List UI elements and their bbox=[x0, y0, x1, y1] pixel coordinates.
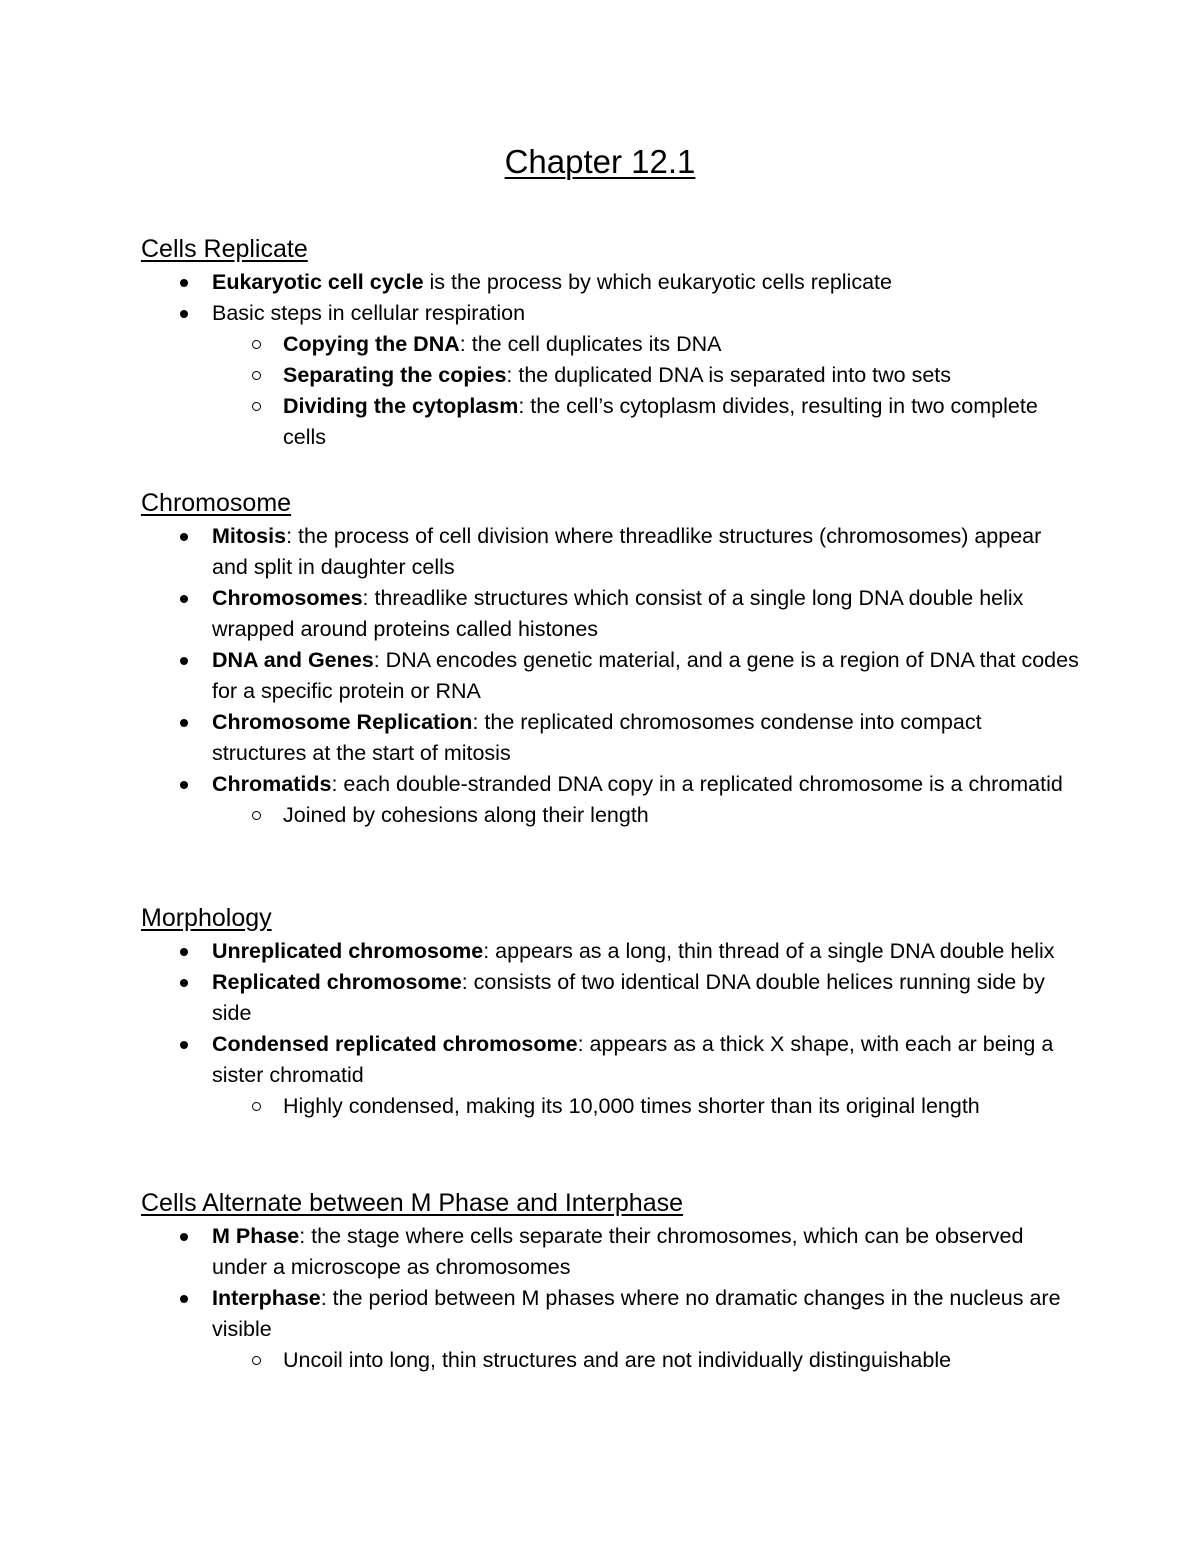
definition: : the duplicated DNA is separated into two sets bbox=[506, 363, 952, 387]
bullet-icon bbox=[180, 533, 188, 541]
list-item bbox=[141, 1283, 1081, 1345]
bullet-list bbox=[141, 936, 1081, 1122]
term: Replicated chromosome bbox=[212, 970, 462, 994]
bullet-list bbox=[141, 267, 1081, 453]
definition: : the cell’s cytoplasm divides, resulting in two complete cells bbox=[283, 394, 1038, 449]
bullet-icon bbox=[180, 310, 188, 318]
list-item bbox=[141, 645, 1081, 707]
term: Copying the DNA bbox=[283, 332, 460, 356]
definition: : the cell duplicates its DNA bbox=[459, 332, 722, 356]
bullet-icon bbox=[180, 979, 188, 987]
bullet-icon bbox=[180, 948, 188, 956]
definition: is the process by which eukaryotic cells replicate bbox=[423, 270, 892, 294]
list-item bbox=[141, 521, 1081, 583]
bullet-icon bbox=[180, 657, 188, 665]
term: Eukaryotic cell cycle bbox=[212, 270, 424, 294]
term: Chromatids bbox=[212, 772, 332, 796]
section-heading: Cells Replicate bbox=[141, 235, 308, 263]
bullet-list bbox=[141, 521, 1081, 831]
definition: : the period between M phases where no dramatic changes in the nucleus are visible bbox=[212, 1286, 1061, 1341]
term: Chromosomes bbox=[212, 586, 363, 610]
section-cells-replicate bbox=[141, 233, 1081, 453]
hollow-bullet-icon bbox=[252, 811, 261, 820]
list-item bbox=[141, 583, 1081, 645]
hollow-bullet-icon bbox=[252, 1102, 261, 1111]
definition: : the stage where cells separate their chromosomes, which can be observed under a microscope as chromosomes bbox=[212, 1224, 1024, 1279]
sub-list-item bbox=[141, 391, 1081, 453]
term: Chromosome Replication bbox=[212, 710, 473, 734]
definition: : each double-stranded DNA copy in a replicated chromosome is a chromatid bbox=[331, 772, 1063, 796]
definition: : consists of two identical DNA double helices running side by side bbox=[212, 970, 1045, 1025]
definition: Joined by cohesions along their length bbox=[283, 803, 649, 827]
term: Dividing the cytoplasm bbox=[283, 394, 519, 418]
sub-list-item bbox=[141, 1091, 1081, 1122]
sub-list-item bbox=[141, 1345, 1081, 1376]
bullet-icon bbox=[180, 279, 188, 287]
term: Separating the copies bbox=[283, 363, 507, 387]
term: DNA and Genes bbox=[212, 648, 374, 672]
definition: : the replicated chromosomes condense into compact structures at the start of mitosis bbox=[212, 710, 982, 765]
section-m-phase-interphase bbox=[141, 1187, 1081, 1376]
definition: Uncoil into long, thin structures and are not individually distinguishable bbox=[283, 1348, 952, 1372]
list-item bbox=[141, 967, 1081, 1029]
bullet-icon bbox=[180, 1233, 188, 1241]
definition: Basic steps in cellular respiration bbox=[212, 301, 526, 325]
sub-list-item bbox=[141, 800, 1081, 831]
term: M Phase bbox=[212, 1224, 300, 1248]
bullet-icon bbox=[180, 1041, 188, 1049]
hollow-bullet-icon bbox=[252, 340, 261, 349]
hollow-bullet-icon bbox=[252, 1356, 261, 1365]
term: Unreplicated chromosome bbox=[212, 939, 484, 963]
bullet-icon bbox=[180, 595, 188, 603]
list-item bbox=[141, 267, 1081, 298]
list-item bbox=[141, 1221, 1081, 1283]
bullet-icon bbox=[180, 719, 188, 727]
section-heading: Morphology bbox=[141, 904, 272, 932]
section-heading: Cells Alternate between M Phase and Interphase bbox=[141, 1189, 684, 1217]
list-item bbox=[141, 298, 1081, 329]
list-item bbox=[141, 1029, 1081, 1091]
section-morphology bbox=[141, 902, 1081, 1122]
term: Interphase bbox=[212, 1286, 321, 1310]
definition: : DNA encodes genetic material, and a gene is a region of DNA that codes for a specific protein or RNA bbox=[212, 648, 1079, 703]
definition: : appears as a long, thin thread of a single DNA double helix bbox=[483, 939, 1055, 963]
definition: : appears as a thick X shape, with each ar being a sister chromatid bbox=[212, 1032, 1054, 1087]
bullet-icon bbox=[180, 1295, 188, 1303]
bullet-list bbox=[141, 1221, 1081, 1376]
term: Condensed replicated chromosome bbox=[212, 1032, 578, 1056]
list-item bbox=[141, 707, 1081, 769]
term: Mitosis bbox=[212, 524, 287, 548]
page-title: Chapter 12.1 bbox=[504, 143, 696, 180]
definition: : the process of cell division where threadlike structures (chromosomes) appear and split in daughter cells bbox=[212, 524, 1042, 579]
bullet-icon bbox=[180, 781, 188, 789]
list-item bbox=[141, 769, 1081, 800]
list-item bbox=[141, 936, 1081, 967]
definition: : threadlike structures which consist of a single long DNA double helix wrapped around proteins called histones bbox=[212, 586, 1024, 641]
sub-list-item bbox=[141, 360, 1081, 391]
hollow-bullet-icon bbox=[252, 402, 261, 411]
definition: Highly condensed, making its 10,000 times shorter than its original length bbox=[283, 1094, 980, 1118]
sub-list-item bbox=[141, 329, 1081, 360]
hollow-bullet-icon bbox=[252, 371, 261, 380]
section-heading: Chromosome bbox=[141, 489, 292, 517]
section-chromosome bbox=[141, 487, 1081, 831]
